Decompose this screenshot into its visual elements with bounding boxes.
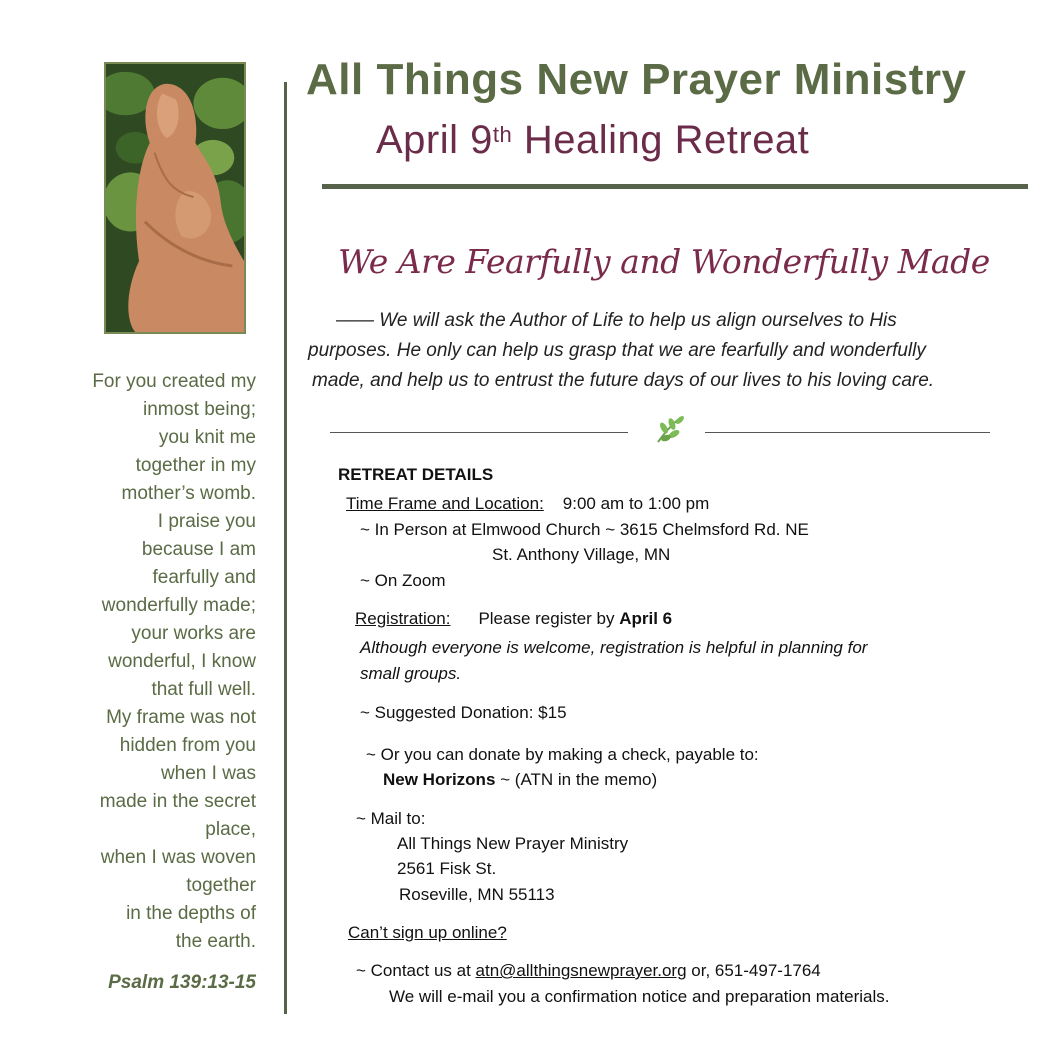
mail-address-line: All Things New Prayer Ministry bbox=[397, 834, 629, 853]
details-heading: RETREAT DETAILS bbox=[338, 465, 494, 484]
verse-line: place, bbox=[205, 819, 256, 840]
verse-line: in the depths of bbox=[126, 903, 256, 924]
verse-line: together bbox=[186, 875, 256, 896]
verse-line: wonderfully made; bbox=[101, 595, 256, 616]
verse-line: wonderful, I know bbox=[108, 651, 256, 672]
header-rule bbox=[322, 184, 1028, 189]
subtitle-date: April 9 bbox=[376, 118, 493, 162]
section-divider-left bbox=[330, 432, 628, 433]
payee-name: New Horizons bbox=[383, 770, 496, 789]
registration-row bbox=[355, 609, 672, 629]
mail-address-line: 2561 Fisk St. bbox=[397, 859, 497, 878]
intro-line: —— We will ask the Author of Life to help us align ourselves to His bbox=[336, 310, 897, 331]
verse-line: fearfully and bbox=[152, 567, 256, 588]
subtitle-name: Healing Retreat bbox=[512, 118, 810, 162]
subtitle-ordinal: th bbox=[492, 122, 513, 147]
in-person-city: St. Anthony Village, MN bbox=[492, 545, 671, 564]
section-divider-right bbox=[705, 432, 990, 433]
verse-line: For you created my bbox=[92, 371, 256, 392]
retreat-intro bbox=[308, 306, 1014, 396]
verse-line: when I was bbox=[160, 763, 256, 784]
confirmation-line: We will e-mail you a confirmation notice and preparation materials. bbox=[389, 987, 890, 1006]
verse-line: the earth. bbox=[175, 931, 256, 952]
verse-line: because I am bbox=[141, 539, 256, 560]
vertical-divider bbox=[284, 82, 287, 1014]
verse-line: that full well. bbox=[151, 679, 256, 700]
retreat-subtitle bbox=[376, 118, 809, 163]
verse-line: hidden from you bbox=[119, 735, 256, 756]
verse-line: when I was woven bbox=[100, 847, 256, 868]
contact-phone: or, 651-497-1764 bbox=[686, 961, 821, 980]
verse-reference: Psalm 139:13-15 bbox=[108, 972, 256, 993]
verse-line: inmost being; bbox=[142, 399, 256, 420]
time-row bbox=[346, 494, 709, 514]
ministry-title: All Things New Prayer Ministry bbox=[306, 55, 967, 104]
leaf-sprig-icon bbox=[652, 412, 686, 446]
check-line: ~ Or you can donate by making a check, payable to: bbox=[366, 745, 759, 764]
intro-line: made, and help us to entrust the future days of our lives to his loving care. bbox=[312, 370, 935, 391]
verse-line: My frame was not bbox=[106, 707, 256, 728]
payee-line bbox=[383, 770, 657, 790]
verse-line: I praise you bbox=[157, 511, 256, 532]
time-label: Time Frame and Location: bbox=[346, 494, 544, 513]
payee-memo: ~ (ATN in the memo) bbox=[495, 770, 658, 789]
registration-note: small groups. bbox=[360, 664, 462, 683]
cant-sign-up-heading: Can’t sign up online? bbox=[348, 923, 507, 942]
verse-line: together in my bbox=[135, 455, 256, 476]
psalm-verse bbox=[62, 368, 256, 956]
registration-label: Registration: bbox=[355, 609, 451, 628]
verse-line: you knit me bbox=[158, 427, 256, 448]
contact-line bbox=[356, 961, 821, 981]
mail-address-line: Roseville, MN 55113 bbox=[399, 885, 555, 904]
contact-prefix: ~ Contact us at bbox=[356, 961, 476, 980]
mail-label: ~ Mail to: bbox=[356, 809, 426, 828]
verse-line: made in the secret bbox=[99, 791, 256, 812]
verse-line: mother’s womb. bbox=[121, 483, 256, 504]
in-person-line: ~ In Person at Elmwood Church ~ 3615 Chelmsford Rd. NE bbox=[360, 520, 809, 539]
time-value: 9:00 am to 1:00 pm bbox=[562, 494, 710, 513]
registration-date: April 6 bbox=[619, 609, 673, 628]
zoom-line: ~ On Zoom bbox=[360, 571, 446, 590]
madonna-statue-photo bbox=[104, 62, 246, 334]
intro-line: purposes. He only can help us grasp that we are fearfully and wonderfully bbox=[308, 340, 926, 361]
registration-text: Please register by bbox=[478, 609, 620, 628]
retreat-tagline: We Are Fearfully and Wonderfully Made bbox=[338, 242, 990, 281]
contact-email-link[interactable]: atn@allthingsnewprayer.org bbox=[475, 961, 687, 980]
verse-line: your works are bbox=[131, 623, 256, 644]
donation-line: ~ Suggested Donation: $15 bbox=[360, 703, 567, 722]
registration-note: Although everyone is welcome, registration is helpful in planning for bbox=[360, 638, 868, 657]
